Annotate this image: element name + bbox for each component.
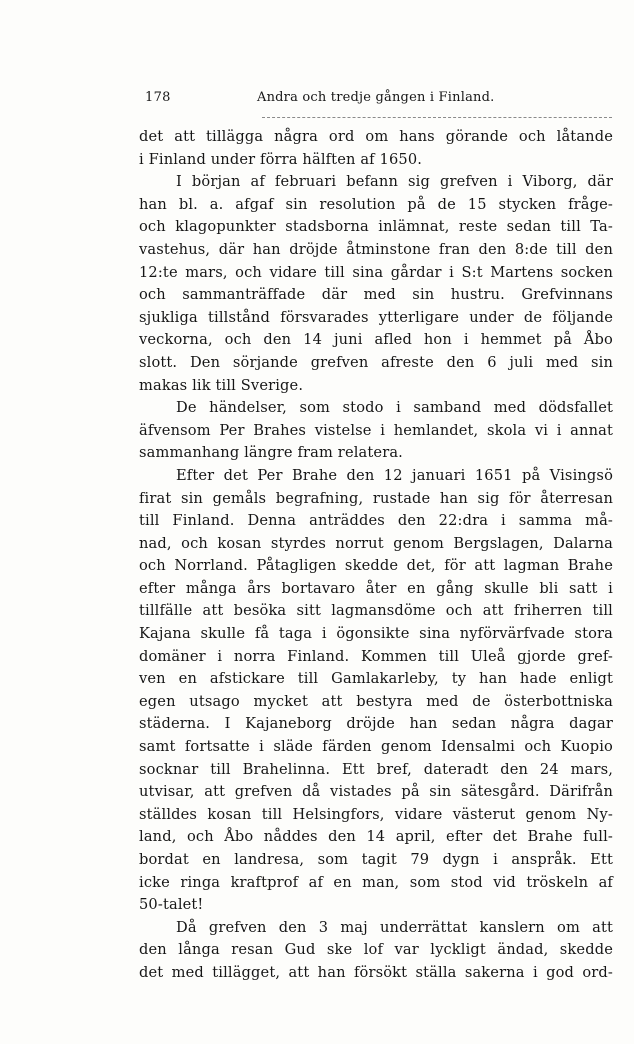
page-header — [145, 90, 615, 112]
text-line: ställdes kosan till Helsingfors, vidare västerut genom Ny- — [139, 805, 613, 823]
text-line: egen utsago mycket att bestyra med de österbottniska — [139, 692, 613, 710]
text-line: I början af februari befann sig grefven i Viborg, där — [176, 173, 613, 191]
text-line: makas lik till Sverige. — [139, 376, 304, 394]
text-line: han bl. a. afgaf sin resolution på de 15 stycken fråge- — [139, 195, 613, 213]
text-line: efter många års bortavaro åter en gång skulle bli satt i — [139, 579, 613, 597]
text-line: till Finland. Denna anträddes den 22:dra i samma må- — [139, 512, 613, 530]
text-line: land, och Åbo nåddes den 14 april, efter det Brahe full- — [139, 828, 613, 846]
text-line: veckorna, och den 14 juni afled hon i hemmet på Åbo — [139, 331, 613, 349]
text-line: städerna. I Kajaneborg dröjde han sedan några dagar — [139, 715, 613, 733]
text-line: och klagopunkter stadsborna inlämnat, reste sedan till Ta- — [139, 218, 613, 236]
text-line: nad, och kosan styrdes norrut genom Bergslagen, Dalarna — [139, 534, 613, 552]
text-line: den långa resan Gud ske lof var lyckligt ändad, skedde — [139, 941, 613, 959]
text-line: och sammanträffade där med sin hustru. Grefvinnans — [139, 286, 613, 304]
text-line: det att tillägga några ord om hans görande och låtande — [139, 128, 613, 145]
text-line: sjukliga tillstånd försvarades ytterligare under de följande — [139, 308, 613, 326]
text-line: sammanhang längre fram relatera. — [139, 444, 403, 462]
text-line: tillfälle att besöka sitt lagmansdöme och att friherren till — [139, 602, 613, 620]
text-line: utvisar, att grefven då vistades på sin sätesgård. Därifrån — [139, 783, 613, 801]
text-line: bordat en landresa, som tagit 79 dygn i anspråk. Ett — [139, 851, 613, 868]
header-rule — [262, 117, 612, 120]
text-line: Kajana skulle få taga i ögonsikte sina nyförvärfvade stora — [139, 625, 613, 643]
text-line: Efter det Per Brahe den 12 januari 1651 på Visingsö — [176, 466, 613, 484]
text-line: ven en afstickare till Gamlakarleby, ty han hade enligt — [139, 670, 613, 688]
text-line: De händelser, som stodo i samband med dödsfallet — [176, 399, 613, 417]
text-line: i Finland under förra hälften af 1650. — [139, 150, 423, 168]
text-line: domäner i norra Finland. Kommen till Uleå gjorde gref- — [139, 647, 613, 665]
text-line: vastehus, där han dröjde åtminstone fran den 8:de till den — [139, 240, 613, 258]
page-number: 178 — [145, 90, 171, 105]
text-line: det med tillägget, att han försökt ställa sakerna i god ord- — [139, 963, 613, 981]
text-line: icke ringa kraftprof af en man, som stod vid tröskeln af — [139, 873, 613, 891]
running-title: Andra och tredje gången i Finland. — [257, 90, 495, 105]
text-line: 50-talet! — [139, 896, 204, 914]
text-line: firat sin gemåls begrafning, rustade han sig för återresan — [139, 489, 613, 507]
text-line: socknar till Brahelinna. Ett bref, dateradt den 24 mars, — [139, 760, 613, 778]
text-line: och Norrland. Påtagligen skedde det, för att lagman Brahe — [139, 557, 613, 575]
text-line: Då grefven den 3 maj underrättat kanslern om att — [176, 918, 613, 936]
text-line: slott. Den sörjande grefven afreste den 6 juli med sin — [139, 353, 613, 371]
text-line: äfvensom Per Brahes vistelse i hemlandet, skola vi i annat — [139, 421, 613, 439]
body-text — [139, 126, 613, 985]
text-line: 12:te mars, och vidare till sina gårdar i S:t Martens socken — [139, 263, 613, 281]
text-line: samt fortsatte i släde färden genom Idensalmi och Kuopio — [139, 738, 613, 756]
